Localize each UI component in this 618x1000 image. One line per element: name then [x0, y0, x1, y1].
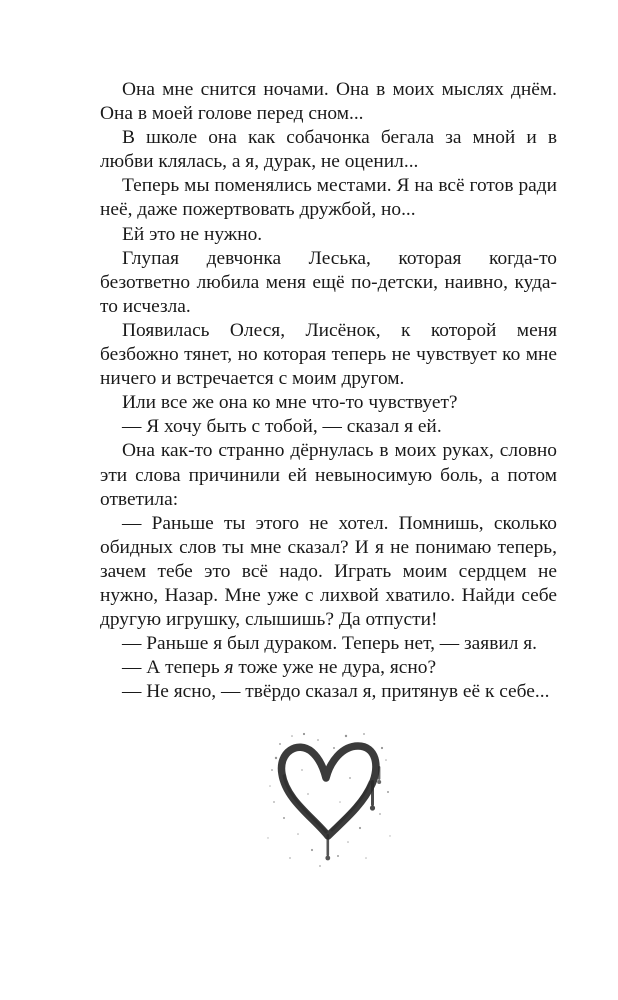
paragraph-1: Она мне снится ночами. Она в моих мыслях днём. Она в моей голове перед сном...: [100, 79, 557, 125]
paragraph-10: — Раньше ты этого не хотел. Помнишь, сколько обидных слов ты мне сказал? И я не понимаю теперь, зачем тебе это всё надо. Играть моим сердцем не нужно, Назар. Мне уже с лихвой хватило. Найди себе другую игрушку, слышишь? Да отпусти!: [100, 512, 557, 631]
paragraph-4: Ей это не нужно.: [122, 223, 263, 245]
paragraph-12: [100, 656, 557, 680]
paragraph-7: Или все же она ко мне что-то чувствует?: [122, 392, 458, 414]
heart-icon: [262, 718, 397, 878]
paragraph-9: Она как-то странно дёрнулась в моих руках, словно эти слова причинили ей невыносимую боль, а потом ответила:: [100, 440, 557, 510]
paragraph-12-before: — А теперь: [122, 657, 225, 679]
paragraph-8: — Я хочу быть с тобой, — сказал я ей.: [122, 416, 442, 438]
paragraph-6: Появилась Олеся, Лисёнок, к которой меня безбожно тянет, но которая теперь не чувствует ко мне ничего и встречается с моим другом.: [100, 319, 557, 390]
book-page-text: [100, 78, 557, 704]
paragraph-11: — Раньше я был дураком. Теперь нет, — заявил я.: [122, 633, 538, 655]
paragraph-12-after: тоже уже не дура, ясно?: [233, 657, 437, 679]
heart-ornament: [262, 718, 397, 878]
paragraph-5: Глупая девчонка Леська, которая когда-то безответно любила меня ещё по-детски, наивно, куда-то исчезла.: [100, 247, 557, 317]
paragraph-3: Теперь мы поменялись местами. Я на всё готов ради неё, даже пожертвовать дружбой, но...: [100, 175, 557, 221]
paragraph-13: — Не ясно, — твёрдо сказал я, притянув её к себе...: [122, 681, 550, 703]
paragraph-12-italic: я: [224, 657, 234, 679]
paragraph-2: В школе она как собачонка бегала за мной и в любви клялась, а я, дурак, не оценил...: [100, 127, 557, 173]
